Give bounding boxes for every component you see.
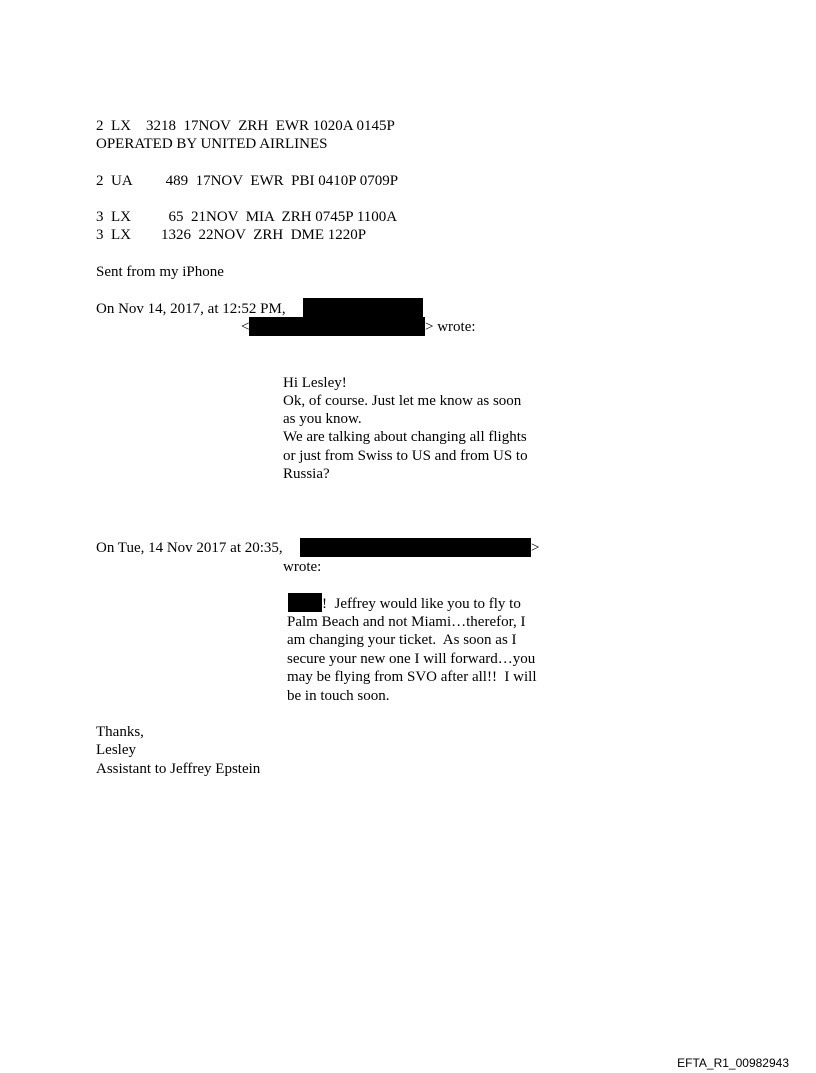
reply-2-line: ! Jeffrey would like you to fly to bbox=[322, 596, 521, 612]
reply-2-line: be in touch soon. bbox=[287, 688, 390, 704]
reply-2-header: On Tue, 14 Nov 2017 at 20:35, bbox=[96, 540, 283, 556]
reply-1-line: Ok, of course. Just let me know as soon bbox=[283, 393, 522, 409]
flight-operator-note: OPERATED BY UNITED AIRLINES bbox=[96, 136, 328, 152]
reply-1-header: On Nov 14, 2017, at 12:52 PM, bbox=[96, 301, 286, 317]
redaction-box bbox=[249, 317, 425, 336]
reply-2-line: Palm Beach and not Miami…therefor, I bbox=[287, 614, 526, 630]
flight-line-2: 2 UA 489 17NOV EWR PBI 0410P 0709P bbox=[96, 173, 399, 189]
closing-name: Lesley bbox=[96, 742, 136, 758]
reply-1-line: or just from Swiss to US and from US to bbox=[283, 448, 528, 464]
reply-2-wrote: wrote: bbox=[283, 559, 322, 575]
reply-2-line: may be flying from SVO after all!! I will bbox=[287, 669, 537, 685]
redaction-box bbox=[288, 593, 322, 612]
reply-2-line: am changing your ticket. As soon as I bbox=[287, 632, 517, 648]
reply-1-line: Hi Lesley! bbox=[283, 375, 347, 391]
reply-2-close-bracket: > bbox=[531, 540, 540, 556]
reply-2-line: secure your new one I will forward…you bbox=[287, 651, 536, 667]
flight-line-3: 3 LX 65 21NOV MIA ZRH 0745P 1100A bbox=[96, 209, 398, 225]
reply-1-line: We are talking about changing all flights bbox=[283, 429, 527, 445]
reply-1-line: as you know. bbox=[283, 411, 362, 427]
reply-1-line: Russia? bbox=[283, 466, 330, 482]
reply-1-wrote: > wrote: bbox=[425, 319, 476, 335]
document-id-footer: EFTA_R1_00982943 bbox=[677, 1056, 789, 1070]
redaction-box bbox=[300, 538, 531, 557]
closing-title: Assistant to Jeffrey Epstein bbox=[96, 761, 261, 777]
flight-line-4: 3 LX 1326 22NOV ZRH DME 1220P bbox=[96, 227, 367, 243]
redaction-box bbox=[303, 298, 423, 318]
reply-1-open-bracket: < bbox=[241, 319, 250, 335]
flight-line-1: 2 LX 3218 17NOV ZRH EWR 1020A 0145P bbox=[96, 118, 395, 134]
sent-from-line: Sent from my iPhone bbox=[96, 264, 224, 280]
closing-thanks: Thanks, bbox=[96, 724, 144, 740]
